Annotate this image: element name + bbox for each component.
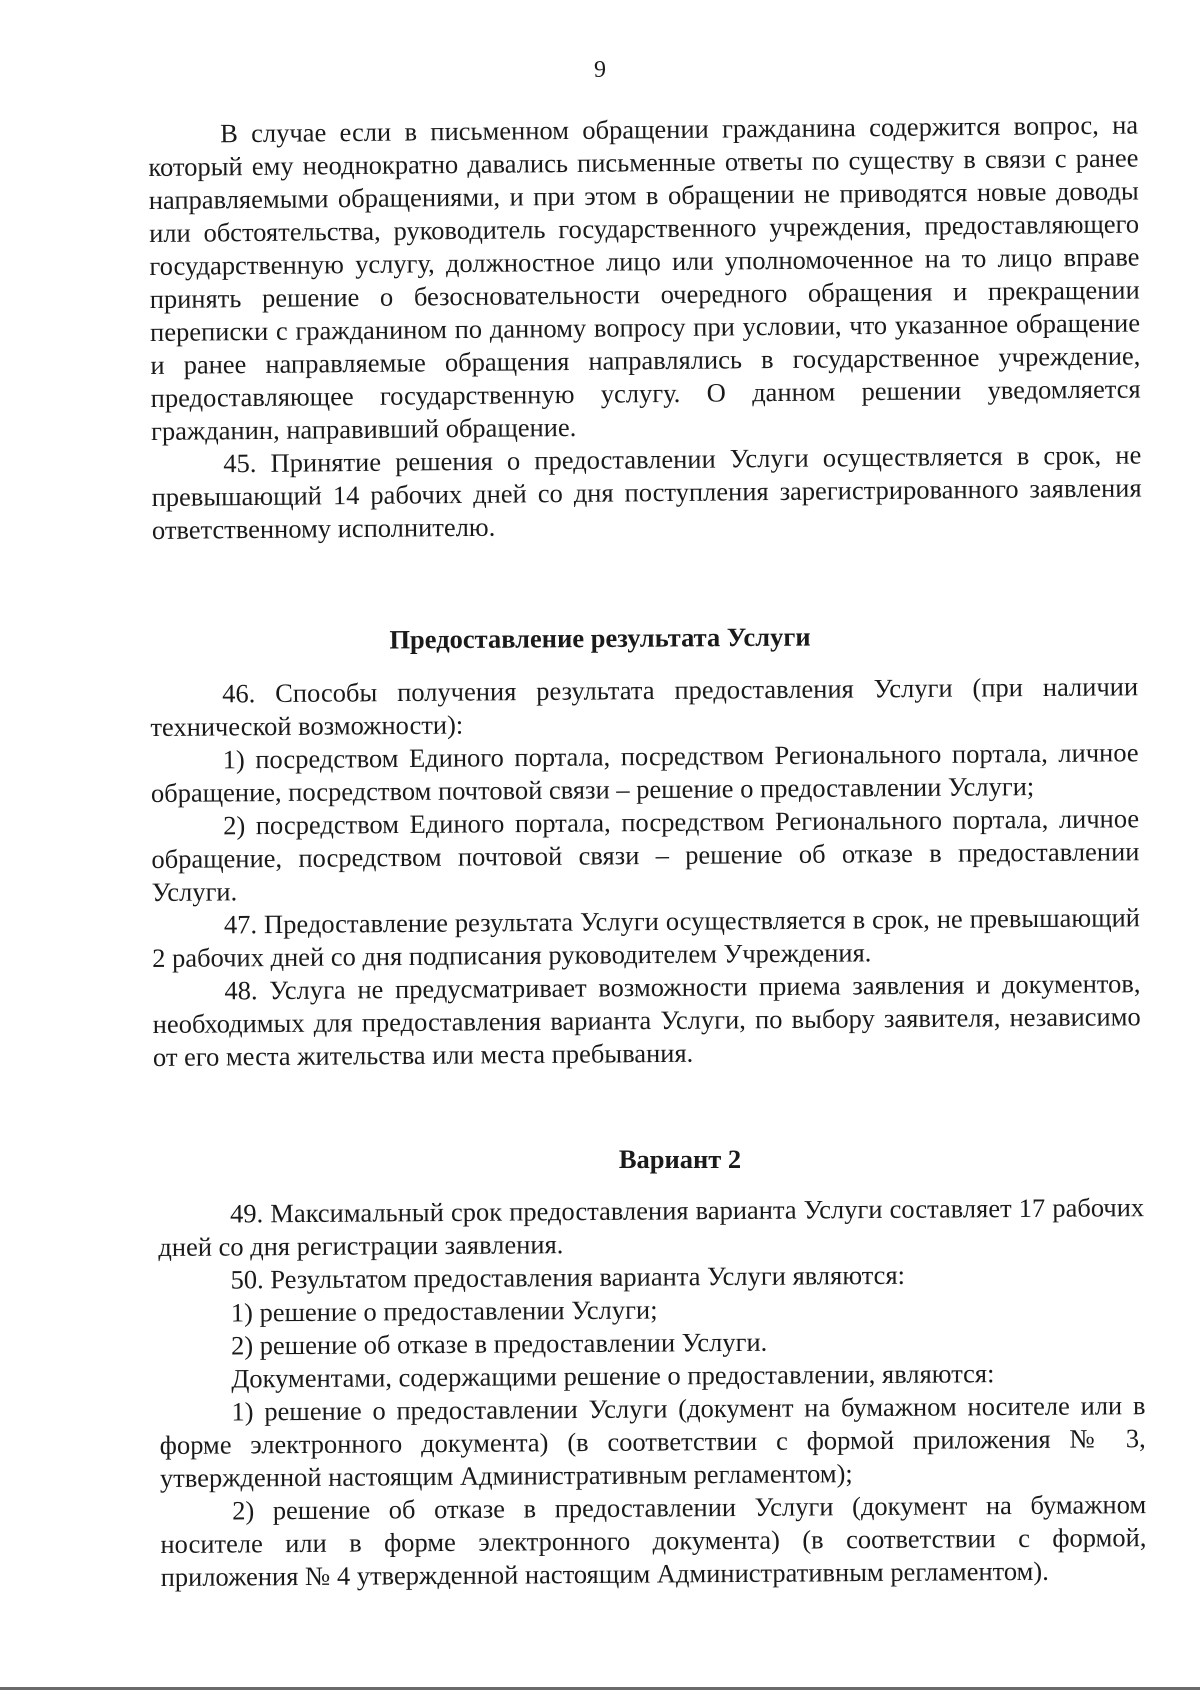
paragraph-repeated-appeal: В случае если в письменном обращении гражданина содержится вопрос, на который ему неоднократно давались письменные ответы по существу в связи с ранее направляемыми обращениями, и при этом в обращении не приводятся новые доводы или обстоятельства, руководитель государственного учреждения, предоставляющего государственную услугу, должностное лицо или уполномоченное на то лицо вправе принять решение о безосновательности очередного обращения и прекращении переписки с гражданином по данному вопросу при условии, что указанное обращение и ранее направляемые обращения направлялись в государственное учреждение, предоставляющее государственную услугу. О данном решении уведомляется гражданин, направивший обращение. xyxy=(148,109,1141,446)
text-block-result-provision xyxy=(150,670,1141,1074)
text-block-refusal-correspondence xyxy=(148,108,1142,546)
scan-edge-line xyxy=(0,1687,1200,1690)
section-heading-result-provision: Предоставление результата Услуги xyxy=(389,621,811,655)
paragraph-50: 50. Результатом предоставления варианта Услуги являются: xyxy=(230,1259,906,1295)
paragraph-49: 49. Максимальный срок предоставления варианта Услуги составляет 17 рабочих дней со дня регистрации заявления. xyxy=(158,1192,1145,1262)
paragraph-46-item-1: 1) посредством Единого портала, посредством Регионального портала, личное обращение, посредством почтовой связи – решение о предоставлении Услуги; xyxy=(150,737,1139,808)
paragraph-documents-item-1: 1) решение о предоставлении Услуги (документ на бумажном носителе или в форме электронного документа) (в соответствии с формой приложения № 3, утвержденной настоящим Административным регламентом); xyxy=(159,1390,1146,1493)
paragraph-46-item-2: 2) посредством Единого портала, посредством Регионального портала, личное обращение, посредством почтовой связи – решение об отказе в предоставлении Услуги. xyxy=(151,803,1140,907)
paragraph-45: 45. Принятие решения о предоставлении Услуги осуществляется в срок, не превышающий 14 рабочих дней со дня поступления зарегистрированного заявления ответственному исполнителю. xyxy=(151,439,1142,545)
text-block-variant-2 xyxy=(158,1191,1147,1594)
paragraph-50-item-1: 1) решение о предоставлении Услуги; xyxy=(230,1294,658,1328)
paragraph-documents-item-2: 2) решение об отказе в предоставлении Услуги (документ на бумажном носителе или в форме электронного документа) (в соответствии с формой, приложения № 4 утвержденной настоящим Административным регламентом). xyxy=(160,1489,1147,1592)
section-heading-variant-2: Вариант 2 xyxy=(618,1144,742,1174)
paragraph-47: 47. Предоставление результата Услуги осуществляется в срок, не превышающий 2 рабочих дней со дня подписания руководителем Учреждения. xyxy=(152,902,1141,973)
page-number: 9 xyxy=(594,57,606,83)
paragraph-documents-intro: Документами, содержащими решение о предоставлении, являются: xyxy=(231,1358,995,1394)
paragraph-50-item-2: 2) решение об отказе в предоставлении Услуги. xyxy=(230,1326,768,1361)
paragraph-46: 46. Способы получения результата предоставления Услуги (при наличии технической возможности): xyxy=(150,671,1139,742)
paragraph-48: 48. Услуга не предусматривает возможности приема заявления и документов, необходимых для предоставления варианта Услуги, по выбору заявителя, независимо от его места жительства или места пребывания. xyxy=(152,968,1141,1072)
